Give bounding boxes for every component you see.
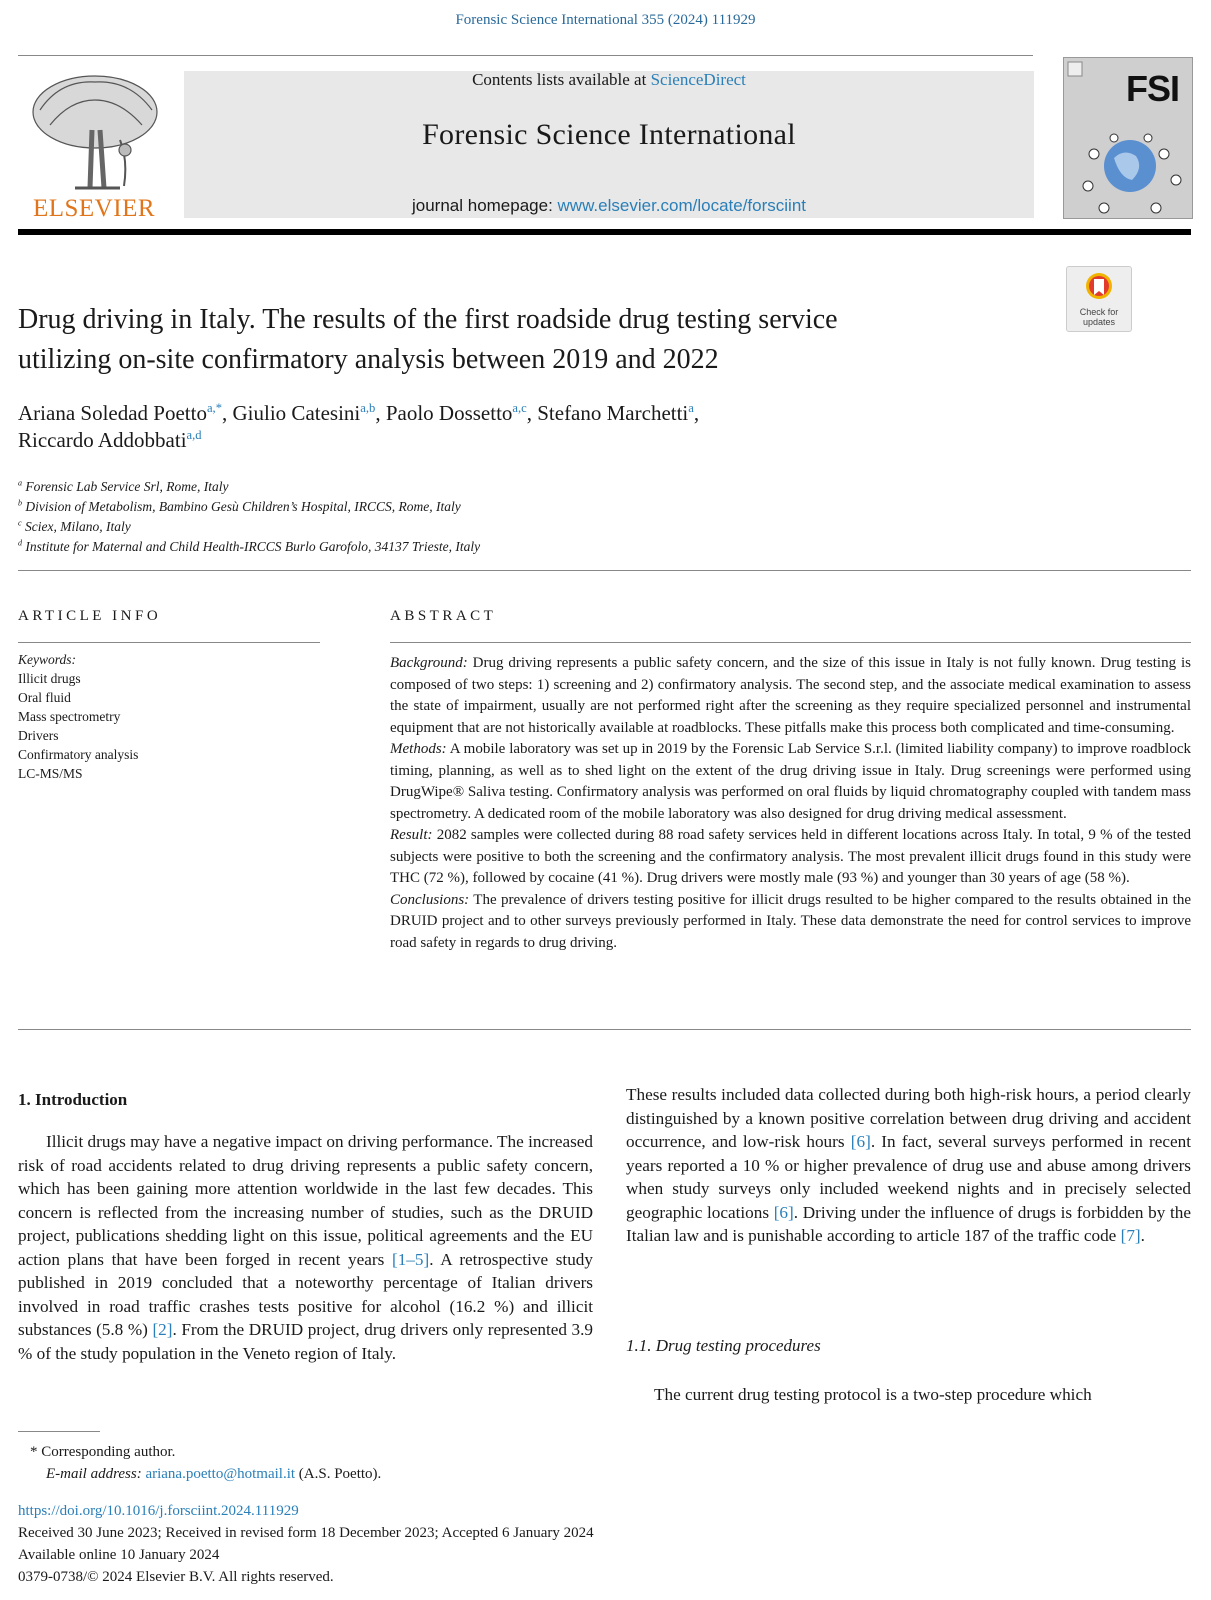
keyword-item: Oral fluid: [18, 690, 71, 705]
abstract-section-text: A mobile laboratory was set up in 2019 by the Forensic Lab Service S.r.l. (limited liability company) to improve roadblock timing, planning, as well as to shed light on the extent of the drug driving issue in Italy. Drug screenings were performed using DrugWipe® Saliva testing. Confirmatory analysis was performed on oral fluids by liquid chromatography coupled with tandem mass spectrometry. A dedicated room of the mobile laboratory was also designed for drug driving medical assessment.: [390, 741, 1191, 822]
paragraph-text: . From the DRUID project, drug drivers only represented 3.9 % of the study population in the Veneto region of Italy.: [18, 1320, 593, 1363]
affiliation-key: b: [18, 498, 23, 508]
paragraph-text: .: [1140, 1226, 1145, 1245]
contents-prefix: Contents lists available at: [472, 70, 651, 89]
author-separator: ,: [526, 401, 538, 425]
intro-paragraph-1: [18, 1130, 593, 1365]
reference-link[interactable]: [6]: [773, 1202, 794, 1222]
paragraph-text: . A retrospective study published in 2019 concluded that a noteworthy percentage of Italian drivers involved in road traffic crashes tests positive for alcohol (16.2 %) and illicit substances (5.8 %): [18, 1249, 593, 1339]
bookmark-icon: [1084, 271, 1114, 305]
publisher-logo-text[interactable]: ELSEVIER: [32, 195, 156, 222]
affiliation-text: Division of Metabolism, Bambino Gesù Children’s Hospital, IRCCS, Rome, Italy: [25, 499, 461, 514]
reference-link[interactable]: [6]: [850, 1132, 871, 1151]
abstract-methods: [390, 739, 1191, 825]
email-note: [46, 1463, 381, 1485]
journal-cover-thumbnail[interactable]: [1063, 57, 1193, 219]
section-heading-introduction: 1. Introduction: [18, 1090, 128, 1109]
author-name[interactable]: Ariana Soledad Poetto: [18, 401, 207, 425]
article-info-heading: ARTICLE INFO: [18, 608, 162, 624]
email-suffix: (A.S. Poetto).: [295, 1466, 382, 1482]
check-for-updates-button[interactable]: [1066, 266, 1132, 332]
abstract-section-text: Drug driving represents a public safety concern, and the size of this issue in Italy is not fully known. Drug testing is composed of two steps: 1) screening and 2) confirmatory analysis. The second step, and the associate medical examination to assess the state of impairment, usually are not performed right after the screening as they require specialized personnel and instrumental equipment that are not historically available at roadblocks. These pitfalls make this process both complicated and time-consuming.: [390, 655, 1191, 736]
author-separator: ,: [222, 401, 233, 425]
article-title: [18, 300, 1038, 380]
reference-link[interactable]: [7]: [1120, 1226, 1141, 1245]
email-link[interactable]: ariana.poetto@hotmail.it: [145, 1466, 296, 1482]
keyword-item: Illicit drugs: [18, 671, 81, 686]
affiliation-list: [18, 477, 480, 557]
abstract-bottom-divider: [18, 1029, 1191, 1030]
intro-paragraph-2: [626, 1083, 1191, 1248]
keyword-item: Mass spectrometry: [18, 709, 121, 724]
subsection-heading-drug-testing: 1.1. Drug testing procedures: [626, 1336, 821, 1355]
affiliation-text: Institute for Maternal and Child Health-IRCCS Burlo Garofolo, 34137 Trieste, Italy: [25, 539, 481, 554]
email-label: E-mail address:: [46, 1466, 146, 1482]
keyword-item: Confirmatory analysis: [18, 747, 139, 762]
author-name[interactable]: Giulio Catesini: [232, 401, 361, 425]
sciencedirect-link[interactable]: ScienceDirect: [650, 70, 746, 89]
abstract-background: [390, 653, 1191, 739]
keyword-item: Drivers: [18, 728, 59, 743]
affiliation-key: a: [18, 478, 23, 488]
affiliation-item: [18, 477, 480, 497]
homepage-link[interactable]: www.elsevier.com/locate/forsciint: [557, 196, 807, 215]
available-online: Available online 10 January 2024: [18, 1547, 220, 1563]
intro-column-left: [18, 1130, 593, 1365]
author-affiliation-sup[interactable]: a: [688, 401, 694, 415]
abstract-section-label: Result:: [390, 827, 433, 843]
author-separator: ,: [693, 401, 700, 425]
homepage-prefix: journal homepage:: [411, 196, 558, 215]
paragraph-text: . Driving under the influence of drugs is forbidden by the Italian law and is punishable according to article 187 of the traffic code: [626, 1202, 1191, 1245]
article-info-divider: [18, 642, 320, 643]
abstract-section-text: 2082 samples were collected during 88 road safety services held in different locations across Italy. In total, 9 % of the tested subjects were positive to both the screening and the confirmatory analysis. The most prevalent illicit drugs found in this study were THC (72 %), followed by cocaine (41 %). Drug drivers were mostly male (93 %) and younger than 30 years of age (58 %).: [390, 827, 1191, 886]
reference-link[interactable]: [2]: [152, 1320, 173, 1339]
top-divider: [18, 55, 1033, 56]
affiliations-divider: [18, 570, 1191, 571]
author-affiliation-sup[interactable]: a,*: [206, 401, 223, 415]
affiliation-item: [18, 497, 480, 517]
abstract-body: [390, 653, 1191, 954]
abstract-section-label: Methods:: [390, 741, 447, 757]
abstract-section-text: The prevalence of drivers testing positive for illicit drugs resulted to be higher compared to the results obtained in the DRUID project and to other surveys previously performed in Italy. These data demonstrate the need for control services to improve road safety in regards to drug driving.: [390, 891, 1191, 951]
keywords-label: Keywords:: [18, 652, 76, 667]
author-affiliation-sup[interactable]: a,b: [360, 401, 376, 415]
author-affiliation-sup[interactable]: a,d: [186, 428, 202, 442]
affiliation-item: [18, 517, 480, 537]
title-line-2: utilizing on-site confirmatory analysis between 2019 and 2022: [18, 344, 719, 375]
paragraph-text: . In fact, several surveys performed in recent years reported a 10 % or higher prevalence of drug use and abuse among drivers when study surveys only included weekend nights and in precisely selected geographic locations: [626, 1132, 1191, 1222]
intro-paragraph-3: The current drug testing protocol is a two-step procedure which: [654, 1385, 1092, 1404]
reference-link[interactable]: [1–5]: [391, 1249, 430, 1269]
author-name[interactable]: Riccardo Addobbati: [18, 428, 187, 452]
paragraph-text: Illicit drugs may have a negative impact on driving performance. The increased risk of road accidents related to drug driving represents a public safety concern, which has been gaining more attention worldwide in the last few decades. This concern is reflected from the increasing number of studies, such as the DRUID project, publications shedding light on this issue, political agreements and the EU action plans that have been forged in recent years: [18, 1132, 593, 1269]
affiliation-item: [18, 537, 480, 557]
homepage-line: [184, 196, 1034, 216]
cover-fsi-label: FSI: [1126, 68, 1180, 109]
author-separator: ,: [375, 401, 386, 425]
copyright-line: 0379-0738/© 2024 Elsevier B.V. All rights reserved.: [18, 1569, 334, 1585]
paragraph-text: These results included data collected during both high-risk hours, a period clearly distinguished by a known positive correlation between drug driving and accident occurrence, and low-risk hours: [626, 1085, 1191, 1151]
author-name[interactable]: Paolo Dossetto: [385, 401, 513, 425]
contents-line: [184, 70, 1034, 90]
cover-globe-graphic: [1064, 58, 1192, 218]
title-line-1: Drug driving in Italy. The results of the first roadside drug testing service: [18, 304, 838, 335]
affiliation-text: Forensic Lab Service Srl, Rome, Italy: [25, 479, 229, 494]
author-list: [18, 400, 1118, 454]
abstract-section-label: Background:: [390, 655, 468, 671]
abstract-result: [390, 825, 1191, 890]
journal-citation[interactable]: Forensic Science International 355 (2024) 111929: [455, 12, 756, 28]
header-thick-divider: [18, 229, 1191, 235]
affiliation-key: c: [18, 518, 22, 528]
abstract-heading: ABSTRACT: [390, 608, 497, 624]
journal-title[interactable]: Forensic Science International: [422, 118, 796, 151]
abstract-section-label: Conclusions:: [390, 891, 470, 908]
intro-column-right: [626, 1083, 1191, 1248]
received-dates: Received 30 June 2023; Received in revised form 18 December 2023; Accepted 6 January 2024: [18, 1525, 594, 1541]
affiliation-key: d: [18, 538, 23, 548]
affiliation-text: Sciex, Milano, Italy: [24, 519, 131, 534]
abstract-divider: [390, 642, 1191, 643]
footnote-divider: [18, 1431, 100, 1432]
abstract-conclusions: [390, 890, 1191, 955]
corresponding-author-note: * Corresponding author.: [30, 1444, 176, 1460]
doi-link[interactable]: https://doi.org/10.1016/j.forsciint.2024.111929: [18, 1503, 299, 1519]
check-updates-label: Check for updates: [1079, 307, 1119, 327]
author-name[interactable]: Stefano Marchetti: [537, 401, 689, 425]
author-affiliation-sup[interactable]: a,c: [512, 401, 527, 415]
keywords-block: [18, 650, 138, 783]
elsevier-tree-logo: [20, 70, 170, 192]
keyword-item: LC-MS/MS: [18, 766, 83, 781]
